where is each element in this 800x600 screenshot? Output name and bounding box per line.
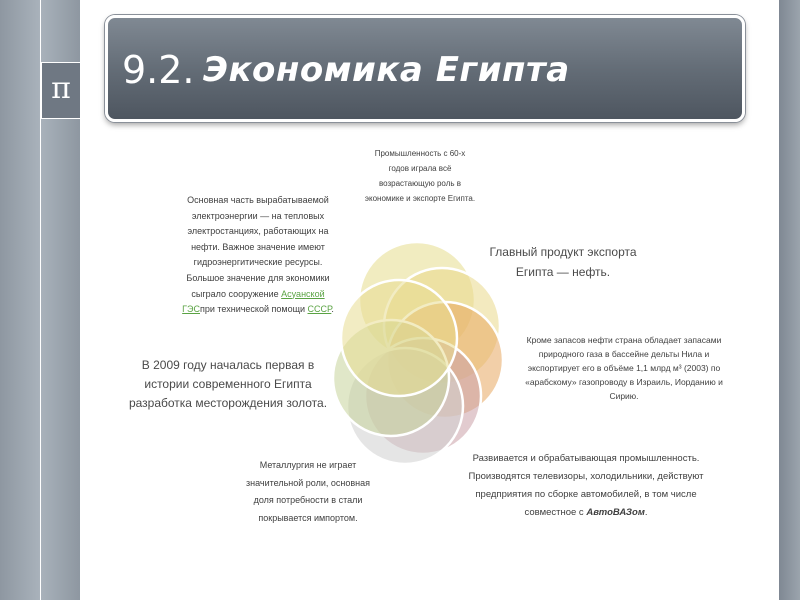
text-electricity-mid: при технической помощи — [200, 304, 308, 315]
slide-title: Экономика Египта — [203, 50, 570, 90]
link-aswan-dam[interactable]: Асуанской ГЭС — [182, 288, 325, 315]
pi-icon: π — [41, 62, 81, 119]
text-industry-role: Промышленность с 60-х годов играла всё возрастающую роль в экономике и экспорте Египта. — [364, 149, 476, 203]
text-avtovaz: АвтоВАЗом — [586, 507, 645, 518]
text-metallurgy: Металлургия не играет значительной роли, основная доля потребности в стали покрывается импортом. — [246, 460, 370, 523]
text-electricity-main: Основная часть вырабатываемой электроэнергии — на тепловых электростанциях, работающих на нефти. Важное значение имеют гидроэнергитические ресурсы. Большое значение для экономики сыграло сооружение — [186, 195, 330, 299]
link-ussr[interactable]: СССР — [307, 304, 332, 315]
text-manufacturing-end: . — [644, 507, 648, 518]
circle-top-left — [341, 280, 457, 396]
text-electricity — [178, 193, 338, 318]
right-decor-band — [779, 0, 800, 600]
text-manufacturing-main: Развивается и обрабатывающая промышленность. Производятся телевизоры, холодильники, действуют предприятия по сборке автомобилей, в том числе совместное с — [468, 453, 704, 518]
text-oil-export: Главный продукт экспорта Египта — нефть. — [489, 245, 637, 279]
text-gas-reserves: Кроме запасов нефти страна обладает запасами природного газа в бассейне дельты Нила и экспортирует его в объёме 1,1 млрд м³ (2003) по «арабскому» газопроводу в Израиль, Иорданию и Сирию. — [525, 335, 723, 401]
text-gold-mining: В 2009 году началась первая в истории современного Египта разработка месторождения золота. — [128, 358, 328, 410]
text-manufacturing — [466, 450, 706, 522]
text-electricity-end: . — [331, 304, 334, 315]
slide-number: 9.2. — [122, 48, 195, 92]
title-bar — [105, 15, 745, 122]
